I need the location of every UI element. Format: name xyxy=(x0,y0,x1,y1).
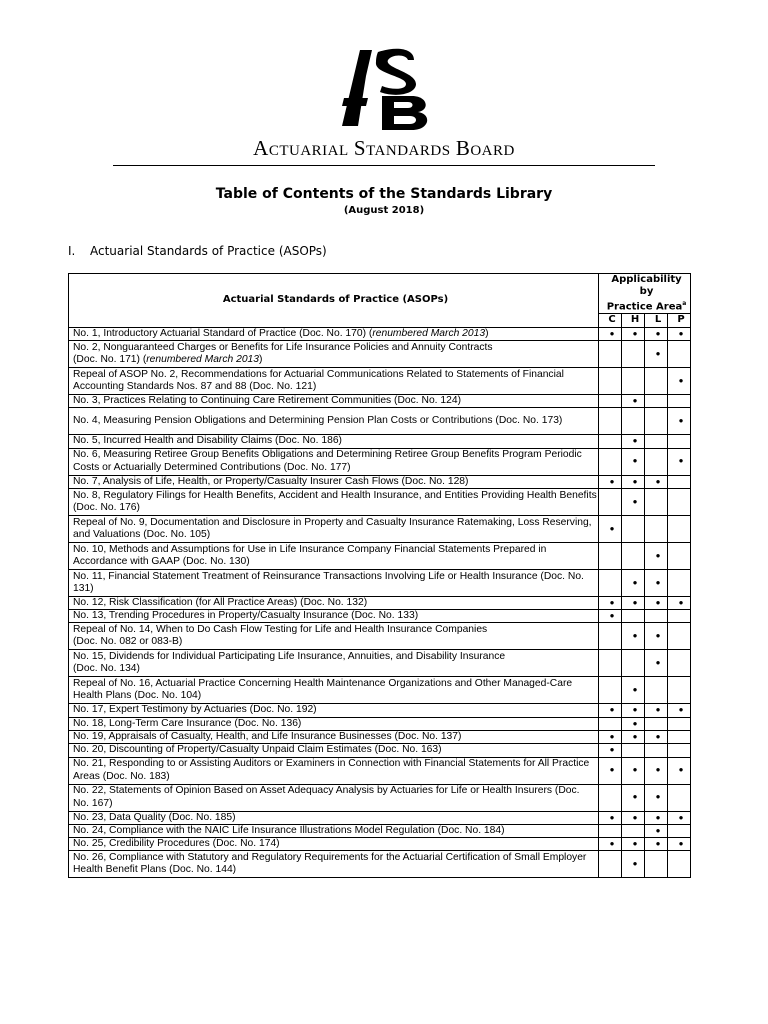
table-row xyxy=(69,704,691,717)
asop-title-cell: No. 25, Credibility Procedures (Doc. No. 174) xyxy=(69,838,599,851)
asop-title-cell: Repeal of No. 14, When to Do Cash Flow Testing for Life and Health Insurance Companies (Doc. No. 082 or 083-B) xyxy=(69,623,599,650)
applicability-p-cell xyxy=(668,340,691,367)
applicability-c-cell xyxy=(599,650,622,677)
bullet-mark: ● xyxy=(678,705,684,715)
applicability-p-cell xyxy=(668,757,691,784)
table-row xyxy=(69,717,691,730)
applicability-l-cell xyxy=(645,488,668,515)
applicability-h-cell xyxy=(622,569,645,596)
asop-title-cell: No. 8, Regulatory Filings for Health Benefits, Accident and Health Insurance, and Entities Providing Health Benefits (Doc. No. 176) xyxy=(69,488,599,515)
asop-title-cell: No. 1, Introductory Actuarial Standard of Practice (Doc. No. 170) (renumbered March 2013) xyxy=(69,327,599,340)
section-number: I. xyxy=(68,244,76,258)
applicability-l-cell xyxy=(645,717,668,730)
bullet-mark: ● xyxy=(655,812,661,822)
bullet-mark: ● xyxy=(655,839,661,849)
applicability-c-cell xyxy=(599,394,622,407)
bullet-mark: ● xyxy=(678,375,684,385)
bullet-mark: ● xyxy=(609,705,615,715)
applicability-p-cell xyxy=(668,448,691,475)
table-row xyxy=(69,435,691,448)
table-row xyxy=(69,515,691,542)
section-title: Actuarial Standards of Practice (ASOPs) xyxy=(90,244,327,258)
bullet-mark: ● xyxy=(632,732,638,741)
applicability-l-cell xyxy=(645,650,668,677)
bullet-mark: ● xyxy=(678,597,684,607)
bullet-mark: ● xyxy=(678,812,684,822)
bullet-mark: ● xyxy=(632,718,638,728)
applicability-h-cell xyxy=(622,704,645,717)
asop-title-cell: No. 3, Practices Relating to Continuing Care Retirement Communities (Doc. No. 124) xyxy=(69,394,599,407)
bullet-mark: ● xyxy=(678,839,684,849)
applicability-h-cell xyxy=(622,327,645,340)
bullet-mark: ● xyxy=(678,456,684,466)
bullet-mark: ● xyxy=(655,328,661,338)
applicability-c-cell xyxy=(599,435,622,448)
applicability-p-cell xyxy=(668,731,691,744)
applicability-l-cell xyxy=(645,448,668,475)
applicability-l-cell xyxy=(645,596,668,609)
document-date: (August 2018) xyxy=(343,205,425,216)
table-row xyxy=(69,824,691,837)
applicability-c-cell xyxy=(599,367,622,394)
asb-logo xyxy=(338,46,434,130)
applicability-c-cell xyxy=(599,488,622,515)
table-row xyxy=(69,650,691,677)
bullet-mark: ● xyxy=(632,705,638,715)
applicability-h-cell xyxy=(622,650,645,677)
asop-title-cell: No. 4, Measuring Pension Obligations and Determining Pension Plan Costs or Contributions (Doc. No. 173) xyxy=(69,408,599,435)
table-row xyxy=(69,367,691,394)
asop-title-cell: No. 18, Long-Term Care Insurance (Doc. No. 136) xyxy=(69,717,599,730)
table-row xyxy=(69,757,691,784)
applicability-l-cell xyxy=(645,408,668,435)
bullet-mark: ● xyxy=(655,825,661,835)
applicability-p-cell xyxy=(668,650,691,677)
applicability-h-cell xyxy=(622,851,645,878)
asop-title-cell: No. 22, Statements of Opinion Based on Asset Adequacy Analysis by Actuaries for Life or Health Insurers (Doc. No. 167) xyxy=(69,784,599,811)
bullet-mark: ● xyxy=(609,812,615,822)
table-row xyxy=(69,744,691,757)
table-row xyxy=(69,838,691,851)
applicability-h-cell xyxy=(622,623,645,650)
applicability-l-cell xyxy=(645,731,668,744)
asop-title-cell: No. 23, Data Quality (Doc. No. 185) xyxy=(69,811,599,824)
table-row xyxy=(69,327,691,340)
applicability-h-cell xyxy=(622,340,645,367)
bullet-mark: ● xyxy=(655,348,661,358)
applicability-c-cell xyxy=(599,851,622,878)
asop-title-cell: No. 10, Methods and Assumptions for Use in Life Insurance Company Financial Statements Prepared in Accordance with GAAP (Doc. No. 130) xyxy=(69,542,599,569)
applicability-p-cell xyxy=(668,811,691,824)
bullet-mark: ● xyxy=(632,436,638,446)
bullet-mark: ● xyxy=(678,765,684,775)
bullet-mark: ● xyxy=(632,765,638,775)
applicability-h-cell xyxy=(622,408,645,435)
applicability-l-cell xyxy=(645,784,668,811)
applicability-c-cell xyxy=(599,731,622,744)
applicability-l-cell xyxy=(645,677,668,704)
table-row xyxy=(69,784,691,811)
applicability-p-cell xyxy=(668,488,691,515)
applicability-p-cell xyxy=(668,677,691,704)
bullet-mark: ● xyxy=(655,631,661,641)
bullet-mark: ● xyxy=(609,745,615,755)
applicability-c-cell xyxy=(599,408,622,435)
bullet-mark: ● xyxy=(655,732,661,741)
asops-table xyxy=(68,273,691,878)
applicability-l-cell xyxy=(645,811,668,824)
bullet-mark: ● xyxy=(632,685,638,695)
applicability-header: Applicability by Practice Area$^a$ xyxy=(599,274,691,314)
applicability-l-cell xyxy=(645,704,668,717)
bullet-mark: ● xyxy=(655,658,661,668)
asop-title-cell: No. 15, Dividends for Individual Participating Life Insurance, Annuities, and Disability Insurance (Doc. No. 134) xyxy=(69,650,599,677)
applicability-c-cell xyxy=(599,448,622,475)
applicability-l-cell xyxy=(645,744,668,757)
asop-title-cell: No. 21, Responding to or Assisting Auditors or Examiners in Connection with Financial Statements for All Practice Areas (Doc. No. 183) xyxy=(69,757,599,784)
applicability-h-cell xyxy=(622,515,645,542)
applicability-l-cell xyxy=(645,435,668,448)
applicability-h-cell xyxy=(622,757,645,784)
applicability-c-cell xyxy=(599,757,622,784)
applicability-p-cell xyxy=(668,435,691,448)
area-code-h: H xyxy=(622,314,645,327)
applicability-p-cell xyxy=(668,367,691,394)
bullet-mark: ● xyxy=(632,812,638,822)
asop-title-cell: No. 19, Appraisals of Casualty, Health, and Life Insurance Businesses (Doc. No. 137) xyxy=(69,731,599,744)
applicability-p-cell xyxy=(668,327,691,340)
applicability-l-cell xyxy=(645,610,668,623)
applicability-h-cell xyxy=(622,838,645,851)
area-code-l: L xyxy=(645,314,668,327)
applicability-p-cell xyxy=(668,744,691,757)
table-row xyxy=(69,610,691,623)
applicability-c-cell xyxy=(599,744,622,757)
applicability-h-cell xyxy=(622,784,645,811)
table-row xyxy=(69,731,691,744)
applicability-c-cell xyxy=(599,677,622,704)
asop-title-cell: No. 24, Compliance with the NAIC Life Insurance Illustrations Model Regulation (Doc. No. 184) xyxy=(69,824,599,837)
applicability-l-cell xyxy=(645,542,668,569)
asop-title-cell: No. 12, Risk Classification (for All Practice Areas) (Doc. No. 132) xyxy=(69,596,599,609)
header-divider xyxy=(113,165,655,166)
bullet-mark: ● xyxy=(632,496,638,506)
section-heading xyxy=(68,244,327,258)
table-row xyxy=(69,475,691,488)
applicability-c-cell xyxy=(599,623,622,650)
applicability-l-cell xyxy=(645,515,668,542)
bullet-mark: ● xyxy=(632,792,638,802)
applicability-c-cell xyxy=(599,610,622,623)
bullet-mark: ● xyxy=(609,611,615,621)
applicability-p-cell xyxy=(668,408,691,435)
bullet-mark: ● xyxy=(632,476,638,486)
applicability-l-cell xyxy=(645,569,668,596)
table-row xyxy=(69,408,691,435)
applicability-h-cell xyxy=(622,596,645,609)
table-row xyxy=(69,448,691,475)
bullet-mark: ● xyxy=(655,597,661,607)
applicability-p-cell xyxy=(668,394,691,407)
applicability-p-cell xyxy=(668,704,691,717)
table-row xyxy=(69,811,691,824)
applicability-p-cell xyxy=(668,717,691,730)
asop-title-cell: No. 5, Incurred Health and Disability Claims (Doc. No. 186) xyxy=(69,435,599,448)
applicability-c-cell xyxy=(599,704,622,717)
bullet-mark: ● xyxy=(609,732,615,741)
asops-table-body xyxy=(69,327,691,878)
bullet-mark: ● xyxy=(609,328,615,338)
applicability-l-cell xyxy=(645,340,668,367)
applicability-h-cell xyxy=(622,367,645,394)
bullet-mark: ● xyxy=(678,328,684,338)
applicability-c-cell xyxy=(599,596,622,609)
table-row xyxy=(69,542,691,569)
applicability-p-cell xyxy=(668,542,691,569)
bullet-mark: ● xyxy=(632,395,638,405)
table-row xyxy=(69,851,691,878)
applicability-c-cell xyxy=(599,838,622,851)
bullet-mark: ● xyxy=(609,597,615,607)
applicability-p-cell xyxy=(668,838,691,851)
asop-title-cell: Repeal of No. 16, Actuarial Practice Concerning Health Maintenance Organizations and Other Managed-Care Health Plans (Doc. No. 104) xyxy=(69,677,599,704)
applicability-l-cell xyxy=(645,475,668,488)
applicability-c-cell xyxy=(599,475,622,488)
table-row xyxy=(69,677,691,704)
applicability-c-cell xyxy=(599,515,622,542)
area-code-p: P xyxy=(668,314,691,327)
applicability-c-cell xyxy=(599,824,622,837)
asop-title-cell: No. 20, Discounting of Property/Casualty Unpaid Claim Estimates (Doc. No. 163) xyxy=(69,744,599,757)
applicability-p-cell xyxy=(668,824,691,837)
applicability-c-cell xyxy=(599,542,622,569)
asop-title-cell: No. 13, Trending Procedures in Property/Casualty Insurance (Doc. No. 133) xyxy=(69,610,599,623)
applicability-c-cell xyxy=(599,569,622,596)
applicability-h-cell xyxy=(622,811,645,824)
applicability-l-cell xyxy=(645,757,668,784)
document-title: Table of Contents of the Standards Library xyxy=(215,186,553,202)
applicability-l-cell xyxy=(645,327,668,340)
bullet-mark: ● xyxy=(632,597,638,607)
table-row xyxy=(69,394,691,407)
bullet-mark: ● xyxy=(632,839,638,849)
applicability-p-cell xyxy=(668,610,691,623)
applicability-p-cell xyxy=(668,475,691,488)
bullet-mark: ● xyxy=(632,456,638,466)
bullet-mark: ● xyxy=(632,631,638,641)
applicability-l-cell xyxy=(645,851,668,878)
bullet-mark: ● xyxy=(609,523,615,533)
applicability-h-cell xyxy=(622,610,645,623)
applicability-h-cell xyxy=(622,435,645,448)
table-row xyxy=(69,623,691,650)
bullet-mark: ● xyxy=(678,416,684,426)
bullet-mark: ● xyxy=(609,765,615,775)
applicability-h-cell xyxy=(622,717,645,730)
applicability-p-cell xyxy=(668,851,691,878)
bullet-mark: ● xyxy=(632,577,638,587)
table-row xyxy=(69,596,691,609)
applicability-h-cell xyxy=(622,731,645,744)
asop-title-cell: Repeal of No. 9, Documentation and Disclosure in Property and Casualty Insurance Ratemaking, Loss Reserving, and Valuations (Doc. No. 105) xyxy=(69,515,599,542)
bullet-mark: ● xyxy=(655,550,661,560)
applicability-l-cell xyxy=(645,394,668,407)
applicability-c-cell xyxy=(599,340,622,367)
area-code-c: C xyxy=(599,314,622,327)
applicability-c-cell xyxy=(599,784,622,811)
applicability-p-cell xyxy=(668,623,691,650)
bullet-mark: ● xyxy=(655,476,661,486)
applicability-c-cell xyxy=(599,717,622,730)
applicability-l-cell xyxy=(645,838,668,851)
asop-title-cell: Repeal of ASOP No. 2, Recommendations for Actuarial Communications Related to Statements of Financial Accounting Standards Nos. 87 and 88 (Doc. No. 121) xyxy=(69,367,599,394)
applicability-h-cell xyxy=(622,677,645,704)
bullet-mark: ● xyxy=(632,328,638,338)
bullet-mark: ● xyxy=(632,859,638,869)
applicability-p-cell xyxy=(668,515,691,542)
bullet-mark: ● xyxy=(609,476,615,486)
table-row xyxy=(69,569,691,596)
applicability-l-cell xyxy=(645,824,668,837)
bullet-mark: ● xyxy=(655,765,661,775)
applicability-h-cell xyxy=(622,824,645,837)
table-row xyxy=(69,488,691,515)
asop-title-cell: No. 26, Compliance with Statutory and Regulatory Requirements for the Actuarial Certification of Small Employer Health Benefit Plans (Doc. No. 144) xyxy=(69,851,599,878)
asop-title-cell: No. 11, Financial Statement Treatment of Reinsurance Transactions Involving Life or Health Insurance (Doc. No. 131) xyxy=(69,569,599,596)
table-header-title: Actuarial Standards of Practice (ASOPs) xyxy=(69,274,599,328)
bullet-mark: ● xyxy=(655,577,661,587)
bullet-mark: ● xyxy=(655,705,661,715)
applicability-p-cell xyxy=(668,784,691,811)
applicability-h-cell xyxy=(622,448,645,475)
applicability-c-cell xyxy=(599,811,622,824)
asop-title-cell: No. 17, Expert Testimony by Actuaries (Doc. No. 192) xyxy=(69,704,599,717)
applicability-h-cell xyxy=(622,744,645,757)
bullet-mark: ● xyxy=(609,839,615,849)
table-row xyxy=(69,340,691,367)
organization-name: ACTUARIAL STANDARDS BOARD xyxy=(253,136,515,160)
applicability-p-cell xyxy=(668,596,691,609)
asop-title-cell: No. 6, Measuring Retiree Group Benefits Obligations and Determining Retiree Group Benefits Program Periodic Costs or Actuarially Determined Contributions (Doc. No. 177) xyxy=(69,448,599,475)
applicability-h-cell xyxy=(622,475,645,488)
asop-title-cell: No. 2, Nonguaranteed Charges or Benefits for Life Insurance Policies and Annuity Contracts (Doc. No. 171) (renumbered March 2013) xyxy=(69,340,599,367)
applicability-l-cell xyxy=(645,367,668,394)
asop-title-cell: No. 7, Analysis of Life, Health, or Property/Casualty Insurer Cash Flows (Doc. No. 128) xyxy=(69,475,599,488)
applicability-h-cell xyxy=(622,488,645,515)
applicability-h-cell xyxy=(622,542,645,569)
applicability-c-cell xyxy=(599,327,622,340)
applicability-h-cell xyxy=(622,394,645,407)
applicability-p-cell xyxy=(668,569,691,596)
bullet-mark: ● xyxy=(655,792,661,802)
applicability-l-cell xyxy=(645,623,668,650)
